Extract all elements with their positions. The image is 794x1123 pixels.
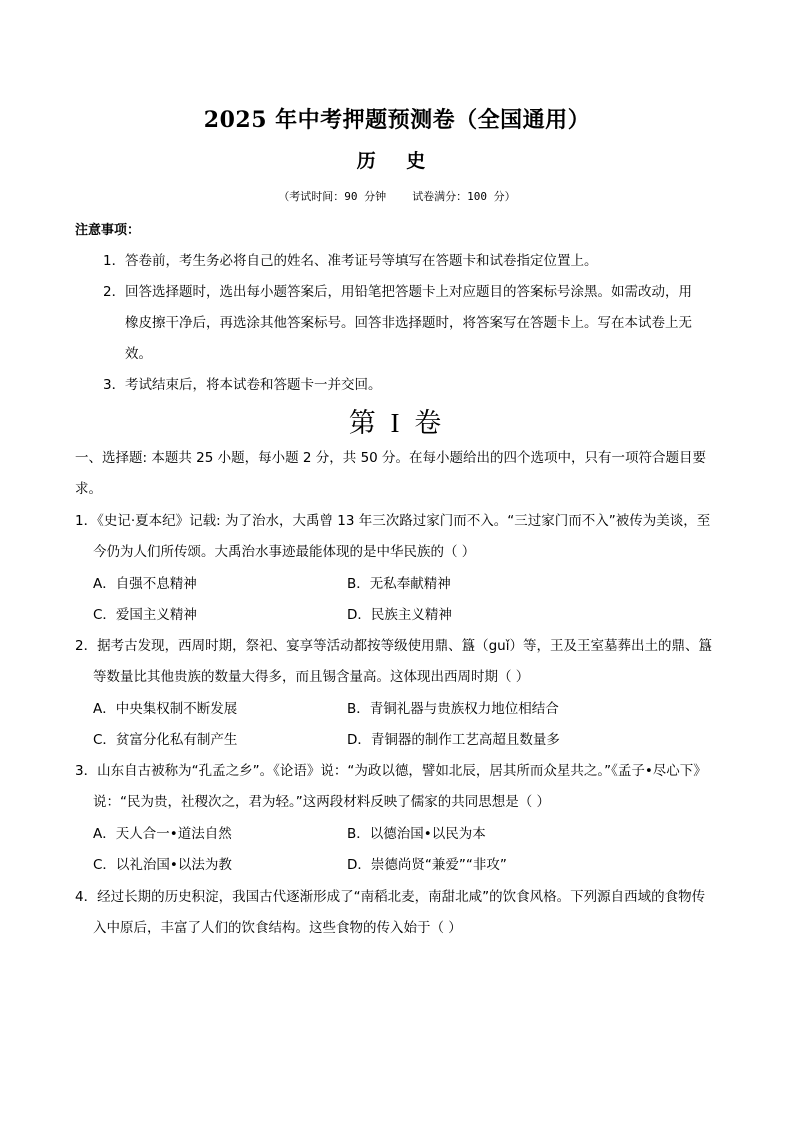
notice-number: 3． xyxy=(103,377,126,393)
option-c: C．贫富分化私有制产生 xyxy=(93,732,238,748)
option-d: D．崇德尚贤“兼爱”“非攻” xyxy=(347,857,507,873)
notice-heading: 注意事项： xyxy=(75,223,141,238)
notice-text: 回答选择题时，选出每小题答案后，用铅笔把答题卡上对应题目的答案标号涂黑。如需改动，用 xyxy=(125,284,692,300)
option-c: C．爱国主义精神 xyxy=(93,607,197,623)
notice-text: 考试结束后，将本试卷和答题卡一并交回。 xyxy=(125,377,382,393)
notice-number: 2． xyxy=(103,284,126,300)
notice-item xyxy=(103,280,692,300)
option-a: A．中央集权制不断发展 xyxy=(93,701,238,717)
question-stem: 2．据考古发现，西周时期，祭祀、宴享等活动都按等级使用鼎、簋（guǐ）等，王及王室墓葬出土的鼎、簋 xyxy=(75,638,712,654)
notice-item xyxy=(103,249,598,269)
question-stem: 4．经过长期的历史积淀，我国古代逐渐形成了“南稻北麦，南甜北咸”的饮食风格。下列源自西域的食物传 xyxy=(75,889,706,905)
full-score: 试卷满分：100 分） xyxy=(412,190,516,203)
page-title: 2025 年中考押题预测卷（全国通用） xyxy=(203,107,591,133)
option-d: D．青铜器的制作工艺高超且数量多 xyxy=(347,732,560,748)
question-stem: 等数量比其他贵族的数量大得多，而且锡含量高。这体现出西周时期（ ） xyxy=(93,669,530,685)
option-a: A．天人合一•道法自然 xyxy=(93,826,232,842)
option-b: B．以德治国•以民为本 xyxy=(347,826,486,842)
section-intro: 求。 xyxy=(75,481,102,497)
notice-number: 1． xyxy=(103,253,126,269)
exam-info xyxy=(0,188,794,204)
section-intro: 一、选择题: 本题共 25 小题，每小题 2 分，共 50 分。在每小题给出的四个选项中，只有一项符合题目要 xyxy=(75,450,707,466)
section-title: 第 I 卷 xyxy=(348,408,446,438)
question-stem: 说：“民为贵，社稷次之，君为轻。”这两段材料反映了儒家的共同思想是（ ） xyxy=(93,794,551,810)
subject-title: 历 史 xyxy=(356,150,438,172)
notice-text: 橡皮擦干净后，再选涂其他答案标号。回答非选择题时，将答案写在答题卡上。写在本试卷上无 xyxy=(125,315,692,331)
question-stem: 3．山东自古被称为“孔孟之乡”。《论语》说：“为政以德，譬如北辰，居其所而众星共之。”《孟子•尽心下》 xyxy=(75,763,707,779)
question-stem: 今仍为人们所传颂。大禹治水事迹最能体现的是中华民族的（ ） xyxy=(93,544,476,560)
option-b: B．青铜礼器与贵族权力地位相结合 xyxy=(347,701,559,717)
notice-text: 答卷前，考生务必将自己的姓名、准考证号等填写在答题卡和试卷指定位置上。 xyxy=(125,253,598,269)
option-a: A．自强不息精神 xyxy=(93,576,197,592)
option-b: B．无私奉献精神 xyxy=(347,576,451,592)
notice-text: 效。 xyxy=(125,346,152,362)
question-stem: 1．《史记·夏本纪》记载: 为了治水，大禹曾 13 年三次路过家门而不入。“三过家门而不入”被传为美谈，至 xyxy=(75,513,711,529)
exam-time: （考试时间：90 分钟 xyxy=(278,190,387,203)
notice-item xyxy=(103,373,382,393)
question-stem: 入中原后，丰富了人们的饮食结构。这些食物的传入始于（ ） xyxy=(93,920,462,936)
option-d: D．民族主义精神 xyxy=(347,607,452,623)
option-c: C．以礼治国•以法为教 xyxy=(93,857,232,873)
